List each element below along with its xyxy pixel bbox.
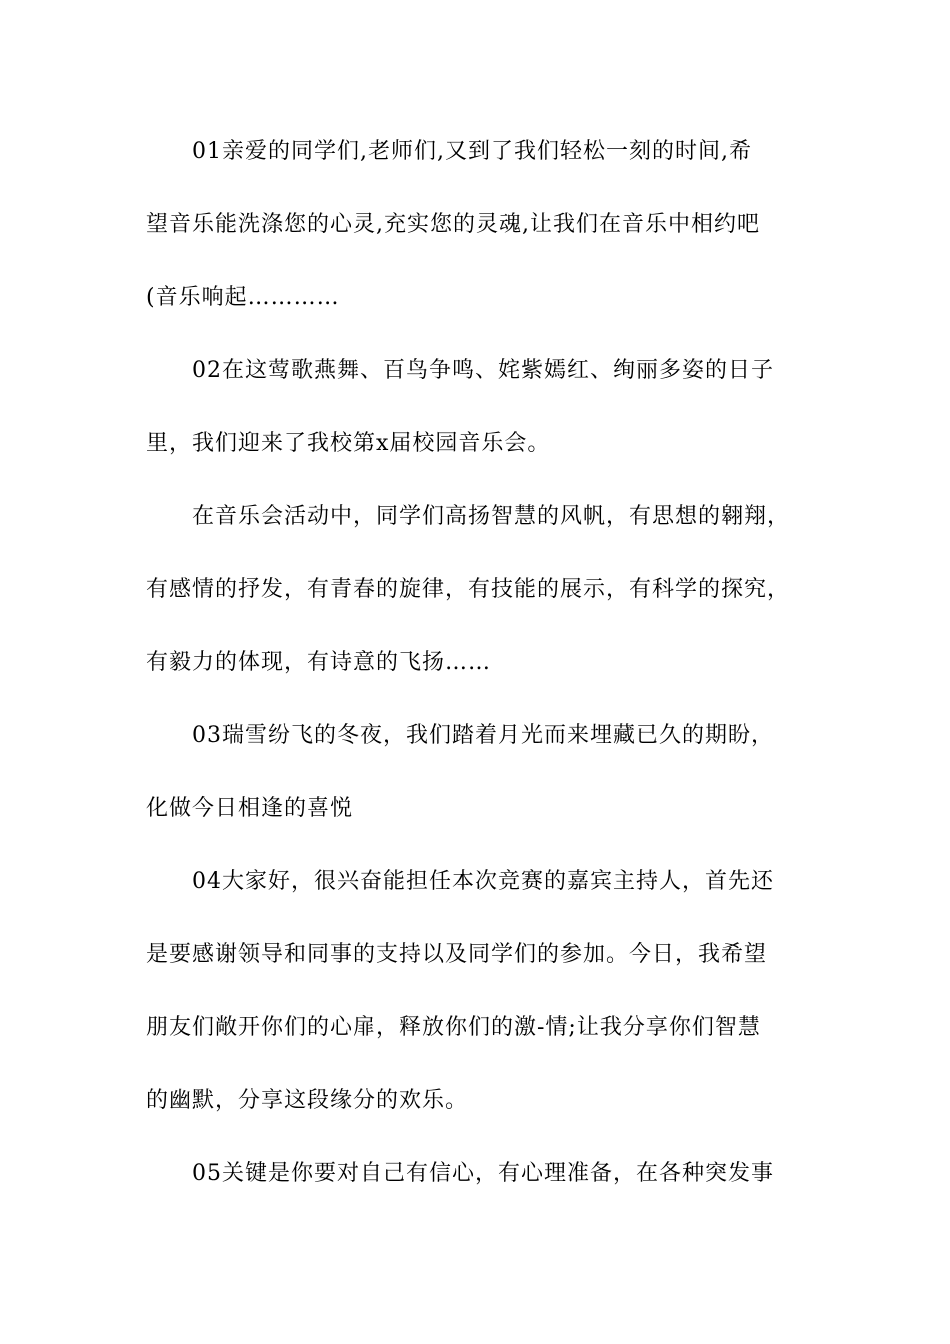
paragraph-01-line-3: (音乐响起………… bbox=[146, 285, 340, 310]
paragraph-03-line-2: 化做今日相逢的喜悦 bbox=[146, 796, 354, 821]
paragraph-04-line-2: 是要感谢领导和同事的支持以及同学们的参加。今日，我希望 bbox=[146, 942, 768, 967]
paragraph-04-line-3: 朋友们敞开你们的心扉，释放你们的激-情;让我分享你们智慧 bbox=[146, 1015, 761, 1040]
paragraph-02-line-2: 里，我们迎来了我校第x届校园音乐会。 bbox=[146, 431, 551, 456]
paragraph-02b-line-3: 有毅力的体现，有诗意的飞扬…… bbox=[146, 650, 492, 675]
paragraph-01-line-2: 望音乐能洗涤您的心灵,充实您的灵魂,让我们在音乐中相约吧 bbox=[146, 212, 760, 237]
paragraph-03-line-1: 03瑞雪纷飞的冬夜，我们踏着月光而来埋藏已久的期盼， bbox=[192, 723, 774, 748]
paragraph-01-line-1: 01亲爱的同学们,老师们,又到了我们轻松一刻的时间,希 bbox=[192, 139, 752, 164]
paragraph-02b-line-1: 在音乐会活动中，同学们高扬智慧的风帆，有思想的翱翔， bbox=[192, 504, 791, 529]
paragraph-02b-line-2: 有感情的抒发，有青春的旋律，有技能的展示，有科学的探究， bbox=[146, 577, 791, 602]
paragraph-04-line-1: 04大家好，很兴奋能担任本次竞赛的嘉宾主持人，首先还 bbox=[192, 869, 774, 894]
document-body bbox=[146, 128, 806, 1223]
paragraph-02-line-1: 02在这莺歌燕舞、百鸟争鸣、姹紫嫣红、绚丽多姿的日子 bbox=[192, 358, 774, 383]
paragraph-04-line-4: 的幽默，分享这段缘分的欢乐。 bbox=[146, 1088, 469, 1113]
paragraph-05-line-1: 05关键是你要对自己有信心，有心理准备，在各种突发事 bbox=[192, 1161, 774, 1186]
